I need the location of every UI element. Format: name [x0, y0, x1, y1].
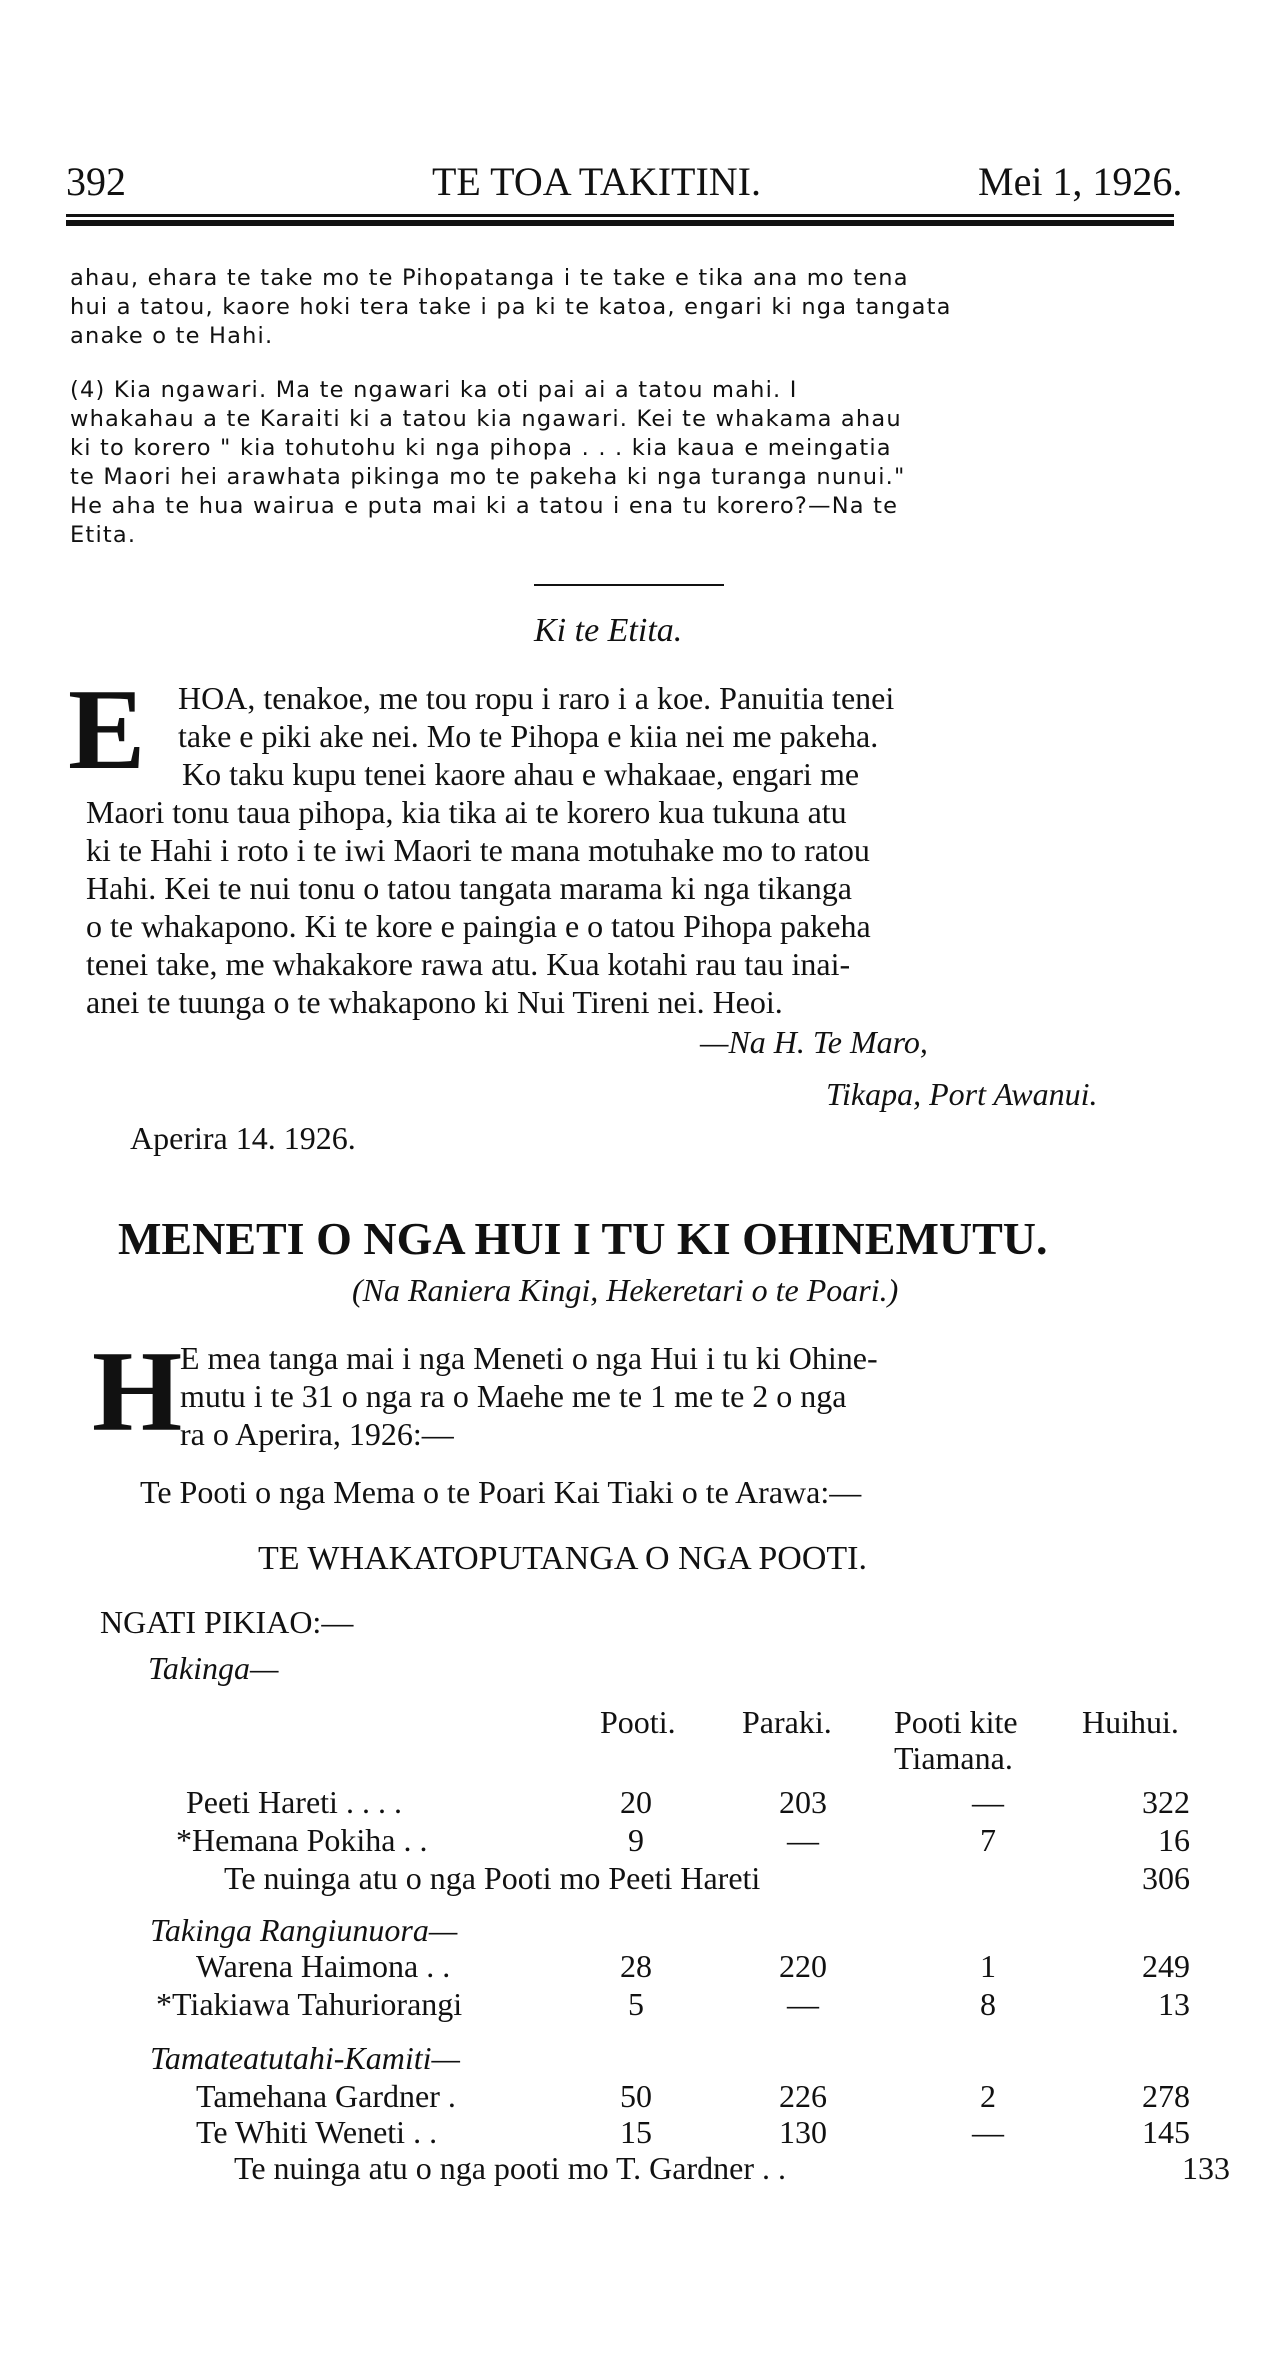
- majority-total: 133: [1182, 2150, 1230, 2186]
- candidate-name: Te Whiti Weneti . .: [196, 2114, 438, 2150]
- text-line: ra o Aperira, 1926:—: [180, 1416, 454, 1452]
- column-header-pooti-kite: Pooti kite: [894, 1704, 1018, 1740]
- header-rule-thick: [66, 220, 1174, 226]
- paraki-value: 220: [779, 1948, 827, 1984]
- pooti-value: 28: [620, 1948, 652, 1984]
- tiamana-value: 7: [980, 1822, 996, 1858]
- letter-location: Tikapa, Port Awanui.: [826, 1076, 1098, 1112]
- candidate-name: Warena Haimona . .: [196, 1948, 451, 1984]
- tiamana-value: 1: [980, 1948, 996, 1984]
- issue-date: Mei 1, 1926.: [978, 159, 1183, 204]
- pooti-value: 15: [620, 2114, 652, 2150]
- journal-title: TE TOA TAKITINI.: [432, 159, 761, 204]
- text-line: hui a tatou, kaore hoki tera take i pa ki te katoa, engari ki nga tangata: [70, 294, 952, 320]
- pooti-value: 50: [620, 2078, 652, 2114]
- text-line: Etita.: [70, 522, 137, 548]
- tiamana-value: —: [972, 1784, 1004, 1820]
- column-header-paraki: Paraki.: [742, 1704, 832, 1740]
- column-header-pooti: Pooti.: [600, 1704, 676, 1740]
- candidate-name: *Hemana Pokiha . .: [176, 1822, 428, 1858]
- letter-heading: Ki te Etita.: [534, 612, 683, 649]
- huihui-value: 249: [1142, 1948, 1190, 1984]
- text-line: ahau, ehara te take mo te Pihopatanga i te take e tika ana mo tena: [70, 265, 909, 291]
- text-line: anei te tuunga o te whakapono ki Nui Tireni nei. Heoi.: [86, 984, 783, 1020]
- paraki-value: —: [787, 1822, 819, 1858]
- column-header-huihui: Huihui.: [1082, 1704, 1179, 1740]
- huihui-value: 145: [1142, 2114, 1190, 2150]
- tiamana-value: —: [972, 2114, 1004, 2150]
- candidate-name: *Tiakiawa Tahuriorangi: [156, 1986, 463, 2022]
- pooti-value: 20: [620, 1784, 652, 1820]
- text-line: te Maori hei arawhata pikinga mo te pakeha ki nga turanga nunui.": [70, 464, 906, 490]
- text-line: Ko taku kupu tenei kaore ahau e whakaae, engari me: [182, 756, 860, 792]
- tiamana-value: 2: [980, 2078, 996, 2114]
- paraki-value: 130: [779, 2114, 827, 2150]
- pooti-value: 9: [628, 1822, 644, 1858]
- text-line: mutu i te 31 o nga ra o Maehe me te 1 me te 2 o nga: [180, 1378, 847, 1414]
- huihui-value: 278: [1142, 2078, 1190, 2114]
- text-line: ki to korero " kia tohutohu ki nga pihopa . . . kia kaua e meingatia: [70, 435, 892, 461]
- paraki-value: —: [787, 1986, 819, 2022]
- text-line: Hahi. Kei te nui tonu o tatou tangata marama ki nga tikanga: [86, 870, 852, 906]
- text-line: take e piki ake nei. Mo te Pihopa e kiia nei me pakeha.: [178, 718, 879, 754]
- text-line: E mea tanga mai i nga Meneti o nga Hui i tu ki Ohine-: [180, 1340, 878, 1376]
- majority-text: Te nuinga atu o nga Pooti mo Peeti Hareti: [224, 1860, 761, 1896]
- text-line: anake o te Hahi.: [70, 323, 274, 349]
- group-heading: NGATI PIKIAO:—: [100, 1604, 354, 1640]
- page-number: 392: [66, 159, 126, 204]
- majority-text: Te nuinga atu o nga pooti mo T. Gardner . .: [234, 2150, 786, 2186]
- candidate-name: Tamehana Gardner .: [196, 2078, 456, 2114]
- text-line: Maori tonu taua pihopa, kia tika ai te korero kua tukuna atu: [86, 794, 847, 830]
- letter-signature: —Na H. Te Maro,: [700, 1024, 928, 1060]
- paraki-value: 203: [779, 1784, 827, 1820]
- text-line: ki te Hahi i roto i te iwi Maori te mana motuhake mo to ratou: [86, 832, 870, 868]
- section-divider: [534, 584, 724, 586]
- text-line: o te whakapono. Ki te kore e paingia e o tatou Pihopa pakeha: [86, 908, 871, 944]
- text-line: He aha te hua wairua e puta mai ki a tatou i ena tu korero?—Na te: [70, 493, 899, 519]
- huihui-value: 322: [1142, 1784, 1190, 1820]
- article-subheading: Te Pooti o nga Mema o te Poari Kai Tiaki o te Arawa:—: [140, 1474, 862, 1510]
- section-title: Tamateatutahi-Kamiti—: [150, 2040, 460, 2076]
- column-header-tiamana: Tiamana.: [894, 1740, 1013, 1776]
- header-rule-thin: [66, 214, 1174, 217]
- section-title: Takinga Rangiunuora—: [150, 1912, 458, 1948]
- majority-total: 306: [1142, 1860, 1190, 1896]
- article-byline: (Na Raniera Kingi, Hekeretari o te Poari.): [352, 1272, 899, 1308]
- drop-cap-e: E: [68, 666, 146, 794]
- tiamana-value: 8: [980, 1986, 996, 2022]
- text-line: HOA, tenakoe, me tou ropu i raro i a koe. Panuitia tenei: [178, 680, 895, 716]
- huihui-value: 16: [1158, 1822, 1190, 1858]
- text-line: tenei take, me whakakore rawa atu. Kua kotahi rau tau inai-: [86, 946, 851, 982]
- article-title: MENETI O NGA HUI I TU KI OHINEMUTU.: [118, 1213, 1048, 1264]
- section-title: Takinga—: [148, 1650, 279, 1686]
- text-line: whakahau a te Karaiti ki a tatou kia ngawari. Kei te whakama ahau: [70, 406, 902, 432]
- pooti-value: 5: [628, 1986, 644, 2022]
- results-heading: TE WHAKATOPUTANGA O NGA POOTI.: [258, 1540, 867, 1577]
- text-line: (4) Kia ngawari. Ma te ngawari ka oti pai ai a tatou mahi. I: [70, 377, 798, 403]
- paraki-value: 226: [779, 2078, 827, 2114]
- drop-cap-h: H: [92, 1328, 183, 1456]
- huihui-value: 13: [1158, 1986, 1190, 2022]
- letter-date: Aperira 14. 1926.: [130, 1120, 356, 1156]
- candidate-name: Peeti Hareti . . . .: [186, 1784, 402, 1820]
